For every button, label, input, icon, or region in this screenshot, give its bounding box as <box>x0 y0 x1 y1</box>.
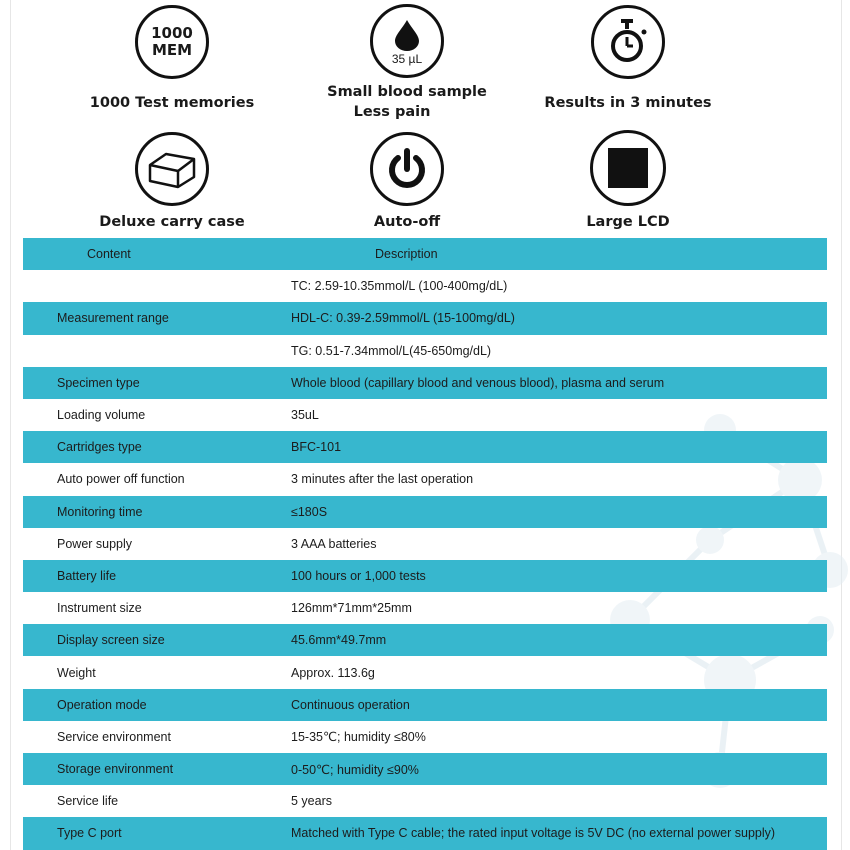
row-content: Auto power off function <box>57 472 185 487</box>
row-description: HDL-C: 0.39-2.59mmol/L (15-100mg/dL) <box>291 311 515 326</box>
feature-large-lcd <box>518 130 738 232</box>
row-description: 35uL <box>291 408 319 423</box>
row-description: 5 years <box>291 794 332 809</box>
row-description: 3 AAA batteries <box>291 536 377 551</box>
table-row <box>23 560 827 592</box>
case-shape <box>147 149 197 189</box>
header-content: Content <box>87 247 131 262</box>
row-description: 45.6mm*49.7mm <box>291 633 387 648</box>
table-row <box>23 302 827 334</box>
table-row <box>23 496 827 528</box>
row-description: Matched with Type C cable; the rated input voltage is 5V DC (no external power supply) <box>291 826 776 841</box>
table-row <box>23 817 827 849</box>
table-row <box>23 689 827 721</box>
memory-1000-icon <box>135 5 209 79</box>
memory-icon-number: 1000 <box>151 24 193 42</box>
table-row <box>23 399 827 431</box>
table-row <box>23 528 827 560</box>
row-content: Power supply <box>57 536 133 551</box>
lcd-screen-icon <box>590 130 666 206</box>
feature-label: Less pain <box>353 104 431 120</box>
feature-memory <box>62 5 282 113</box>
row-content: Instrument size <box>57 601 142 616</box>
row-description: Whole blood (capillary blood and venous blood), plasma and serum <box>291 375 665 390</box>
row-content: Battery life <box>57 568 117 583</box>
row-description: TG: 0.51-7.34mmol/L(45-650mg/dL) <box>291 343 492 358</box>
row-description: 0-50℃; humidity ≤90% <box>291 762 419 777</box>
row-content: Cartridges type <box>57 440 142 455</box>
row-content: Loading volume <box>57 408 146 423</box>
row-content: Measurement range <box>57 311 169 326</box>
row-content: Specimen type <box>57 375 140 390</box>
table-row <box>23 592 827 624</box>
blood-drop-icon <box>370 4 444 78</box>
row-description: BFC-101 <box>291 440 342 455</box>
table-row <box>23 367 827 399</box>
header-description: Description <box>375 247 438 262</box>
feature-blood-sample <box>297 4 517 122</box>
row-content: Display screen size <box>57 633 165 648</box>
feature-label: Auto-off <box>373 214 441 230</box>
row-content: Operation mode <box>57 697 147 712</box>
feature-label: Small blood sample <box>327 84 487 100</box>
table-row <box>23 656 827 688</box>
table-row <box>23 624 827 656</box>
feature-label: Large LCD <box>586 214 670 230</box>
feature-label: Results in 3 minutes <box>544 95 712 111</box>
row-content: Monitoring time <box>57 504 143 519</box>
row-content: Service life <box>57 794 119 809</box>
row-description: Approx. 113.6g <box>291 665 375 680</box>
blood-volume-text: 35 µL <box>391 51 423 66</box>
memory-icon-mem: MEM <box>151 41 193 59</box>
row-description: 126mm*71mm*25mm <box>291 601 412 616</box>
power-symbol <box>385 147 429 191</box>
carry-case-icon <box>135 132 209 206</box>
row-description: 15-35℃; humidity ≤80% <box>291 730 426 745</box>
feature-results <box>518 5 738 113</box>
row-description: Continuous operation <box>291 697 410 712</box>
row-description: 3 minutes after the last operation <box>291 472 474 487</box>
table-row <box>23 431 827 463</box>
row-description: 100 hours or 1,000 tests <box>291 568 426 583</box>
table-row <box>23 721 827 753</box>
row-description: TC: 2.59-10.35mmol/L (100-400mg/dL) <box>291 279 508 294</box>
row-description: ≤180S <box>291 504 328 519</box>
table-row <box>23 335 827 367</box>
row-content: Service environment <box>57 729 171 744</box>
row-content: Storage environment <box>57 762 174 777</box>
table-row <box>23 753 827 785</box>
table-header <box>23 238 827 270</box>
drop-shape <box>392 19 422 51</box>
power-icon <box>370 132 444 206</box>
row-content: Weight <box>57 665 96 680</box>
row-content: Type C port <box>57 826 122 841</box>
feature-label: Deluxe carry case <box>99 214 245 230</box>
feature-carry-case <box>62 132 282 232</box>
lcd-square <box>608 148 648 188</box>
table-row <box>23 270 827 302</box>
specification-table <box>23 238 827 850</box>
stopwatch-shape <box>606 18 650 66</box>
feature-auto-off <box>297 132 517 232</box>
feature-label: 1000 Test memories <box>89 95 255 111</box>
stopwatch-icon <box>591 5 665 79</box>
table-row <box>23 785 827 817</box>
table-row <box>23 463 827 495</box>
